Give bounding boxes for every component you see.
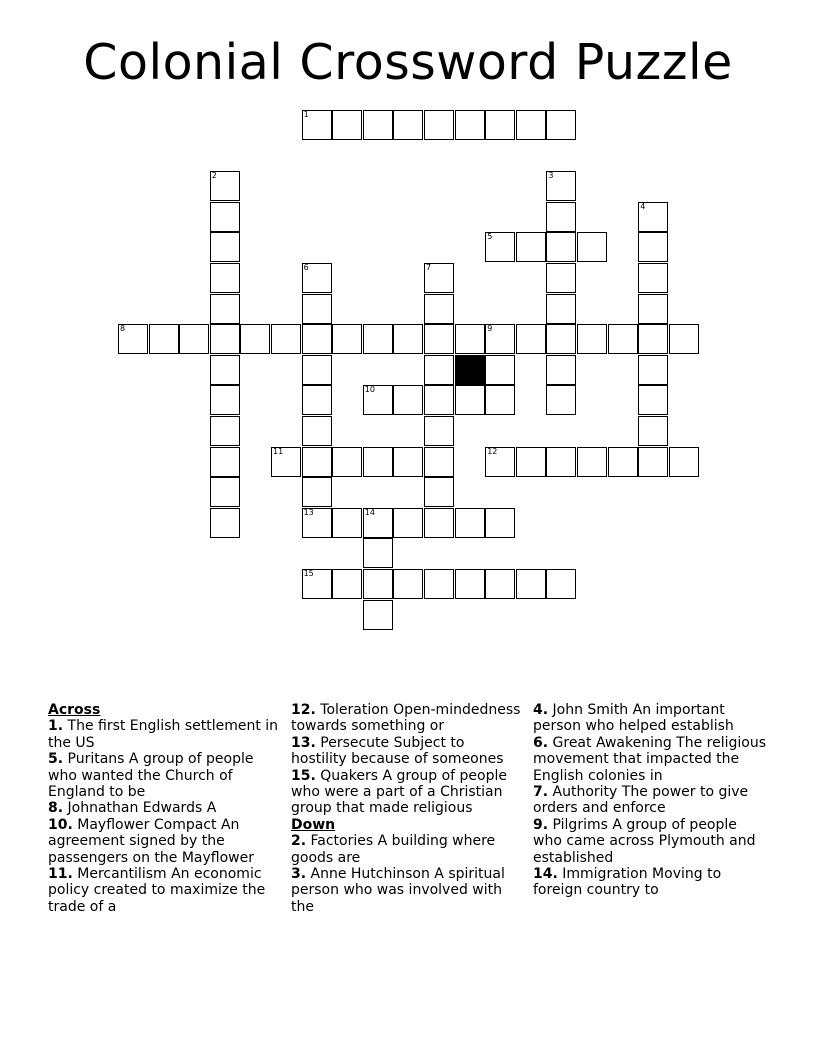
clue-number: 1. [48, 718, 64, 735]
grid-cell[interactable] [485, 508, 515, 538]
grid-cell[interactable] [332, 110, 362, 140]
grid-cell[interactable] [546, 294, 576, 324]
cell-number: 12 [487, 446, 498, 456]
across-heading: Across [48, 702, 101, 718]
clue-text: Mayflower Compact An agreement signed by the passengers on the Mayflower [48, 816, 255, 866]
clue-number: 13. [291, 734, 316, 751]
clue-down-3 [291, 866, 521, 915]
grid-cell[interactable] [546, 202, 576, 232]
grid-cell[interactable] [393, 324, 423, 354]
clue-across-11 [48, 866, 280, 915]
clue-number: 12. [291, 702, 316, 718]
grid-cell[interactable] [210, 508, 240, 538]
grid-cell[interactable] [424, 294, 454, 324]
grid-cell[interactable] [424, 385, 454, 415]
cell-number: 14 [364, 507, 375, 517]
grid-cell[interactable] [424, 324, 454, 354]
grid-cell[interactable] [485, 385, 515, 415]
clue-across-8 [48, 800, 280, 816]
grid-cell[interactable] [302, 569, 332, 599]
clue-number: 5. [48, 751, 64, 768]
clue-across-1 [48, 718, 280, 751]
clue-text: Authority The power to give orders and enforce [533, 784, 749, 817]
grid-cell[interactable] [485, 569, 515, 599]
grid-cell[interactable] [546, 232, 576, 262]
grid-cell[interactable] [424, 508, 454, 538]
clue-text: John Smith An important person who helped establish [533, 702, 734, 735]
grid-cell[interactable] [332, 569, 362, 599]
clue-number: 10. [48, 816, 73, 833]
grid-cell[interactable] [455, 385, 485, 415]
grid-cell[interactable] [332, 324, 362, 354]
cell-number: 13 [303, 507, 314, 517]
grid-cell[interactable] [210, 355, 240, 385]
grid-cell[interactable] [608, 447, 638, 477]
grid-cell[interactable] [485, 324, 515, 354]
grid-cell[interactable] [302, 110, 332, 140]
clue-across-5 [48, 751, 280, 800]
grid-cell[interactable] [302, 294, 332, 324]
grid-cell[interactable] [302, 508, 332, 538]
cell-number: 2 [211, 171, 217, 181]
grid-cell[interactable] [393, 508, 423, 538]
clue-text: Anne Hutchinson A spiritual person who was involved with the [291, 866, 505, 915]
clue-number: 11. [48, 866, 73, 883]
grid-cell[interactable] [210, 263, 240, 293]
grid-cell[interactable] [546, 110, 576, 140]
clue-number: 8. [48, 800, 64, 817]
cell-number: 1 [303, 110, 309, 119]
grid-cell[interactable] [210, 171, 240, 201]
cell-number: 8 [120, 324, 126, 334]
clue-text: Immigration Moving to foreign country to [533, 866, 722, 899]
grid-cell[interactable] [424, 416, 454, 446]
grid-cell[interactable] [638, 232, 668, 262]
grid-cell[interactable] [608, 324, 638, 354]
grid-cell[interactable] [302, 385, 332, 415]
grid-cell[interactable] [210, 477, 240, 507]
clues-column-1 [48, 702, 280, 915]
grid-cell[interactable] [302, 263, 332, 293]
clue-number: 3. [291, 866, 307, 883]
grid-cell[interactable] [363, 110, 393, 140]
grid-cell[interactable] [210, 294, 240, 324]
grid-cell[interactable] [424, 263, 454, 293]
cell-number: 15 [303, 569, 314, 578]
clue-text: Toleration Open-mindedness towards something or [291, 702, 521, 735]
clue-number: 2. [291, 833, 307, 850]
grid-cell[interactable] [455, 508, 485, 538]
grid-cell[interactable] [424, 477, 454, 507]
grid-cell[interactable] [546, 355, 576, 385]
clue-number: 9. [533, 816, 549, 833]
grid-cell[interactable] [302, 447, 332, 477]
grid-cell[interactable] [638, 324, 668, 354]
grid-cell[interactable] [302, 355, 332, 385]
grid-cell[interactable] [393, 447, 423, 477]
clue-number: 7. [533, 784, 549, 801]
grid-cell[interactable] [546, 569, 576, 599]
grid-cell[interactable] [516, 110, 546, 140]
grid-cell[interactable] [271, 324, 301, 354]
cell-number: 3 [548, 171, 554, 181]
grid-cell[interactable] [516, 232, 546, 262]
grid-cell[interactable] [393, 110, 423, 140]
clue-across-13 [291, 735, 521, 768]
grid-cell[interactable] [210, 324, 240, 354]
cell-number: 6 [303, 263, 309, 272]
grid-cell[interactable] [669, 324, 699, 354]
grid-cell[interactable] [516, 324, 546, 354]
grid-cell[interactable] [179, 324, 209, 354]
cell-number: 5 [487, 232, 493, 242]
grid-cell[interactable] [638, 202, 668, 232]
grid-cell[interactable] [669, 447, 699, 477]
grid-cell[interactable] [118, 324, 148, 354]
cell-number: 11 [273, 446, 284, 456]
grid-cell[interactable] [516, 569, 546, 599]
grid-cell[interactable] [424, 110, 454, 140]
grid-cell[interactable] [363, 569, 393, 599]
clue-down-4 [533, 702, 769, 735]
grid-cell[interactable] [210, 232, 240, 262]
clue-text: Mercantilism An economic policy created to maximize the trade of a [48, 866, 266, 915]
grid-cell[interactable] [577, 324, 607, 354]
clue-text: Persecute Subject to hostility because of someones [291, 734, 504, 768]
clue-down-7 [533, 784, 769, 817]
grid-cell[interactable] [424, 569, 454, 599]
clue-down-14 [533, 866, 769, 899]
grid-cell[interactable] [485, 110, 515, 140]
clue-number: 15. [291, 767, 316, 784]
grid-cell[interactable] [638, 263, 668, 293]
grid-cell[interactable] [149, 324, 179, 354]
black-square [455, 355, 485, 385]
grid-cell[interactable] [638, 447, 668, 477]
grid-cell[interactable] [393, 569, 423, 599]
grid-cell[interactable] [546, 385, 576, 415]
grid-cell[interactable] [455, 110, 485, 140]
clue-across-12 [291, 702, 521, 735]
cell-number: 10 [364, 385, 375, 395]
cell-number: 9 [487, 324, 493, 334]
clue-text: Great Awakening The religious movement that impacted the English colonies in [533, 734, 767, 784]
grid-cell[interactable] [210, 202, 240, 232]
grid-cell[interactable] [485, 447, 515, 477]
grid-cell[interactable] [332, 508, 362, 538]
grid-cell[interactable] [638, 294, 668, 324]
grid-cell[interactable] [363, 447, 393, 477]
grid-cell[interactable] [363, 600, 393, 630]
clue-text: Factories A building where goods are [291, 833, 496, 866]
grid-cell[interactable] [271, 447, 301, 477]
clue-across-10 [48, 817, 280, 866]
grid-cell[interactable] [638, 416, 668, 446]
grid-cell[interactable] [210, 416, 240, 446]
grid-cell[interactable] [302, 324, 332, 354]
clue-number: 6. [533, 734, 549, 751]
grid-cell[interactable] [302, 477, 332, 507]
grid-cell[interactable] [363, 538, 393, 568]
grid-cell[interactable] [363, 385, 393, 415]
grid-cell[interactable] [485, 355, 515, 385]
clue-down-2 [291, 833, 521, 866]
grid-cell[interactable] [210, 447, 240, 477]
clue-text: The first English settlement in the US [48, 718, 279, 751]
grid-cell[interactable] [638, 355, 668, 385]
grid-cell[interactable] [332, 447, 362, 477]
clue-across-15 [291, 768, 521, 817]
grid-cell[interactable] [393, 385, 423, 415]
grid-cell[interactable] [363, 324, 393, 354]
page-title: Colonial Crossword Puzzle [83, 34, 733, 91]
grid-cell[interactable] [546, 263, 576, 293]
down-heading: Down [291, 816, 336, 833]
clue-down-9 [533, 817, 769, 866]
clue-number: 4. [533, 702, 549, 718]
grid-cell[interactable] [210, 385, 240, 415]
grid-cell[interactable] [455, 569, 485, 599]
grid-cell[interactable] [638, 385, 668, 415]
grid-cell[interactable] [577, 232, 607, 262]
clue-number: 14. [533, 866, 558, 883]
grid-cell[interactable] [424, 447, 454, 477]
clue-text: Pilgrims A group of people who came across Plymouth and established [533, 816, 756, 866]
grid-cell[interactable] [424, 355, 454, 385]
grid-cell[interactable] [485, 232, 515, 262]
grid-cell[interactable] [546, 171, 576, 201]
clue-text: Quakers A group of people who were a part of a Christian group that made religious [291, 767, 507, 817]
grid-cell[interactable] [363, 508, 393, 538]
clue-text: Puritans A group of people who wanted the Church of England to be [48, 751, 254, 801]
cell-number: 4 [640, 201, 646, 211]
grid-cell[interactable] [302, 416, 332, 446]
clues-column-3 [533, 702, 769, 899]
grid-cell[interactable] [577, 447, 607, 477]
grid-cell[interactable] [240, 324, 270, 354]
grid-cell[interactable] [455, 324, 485, 354]
cell-number: 7 [426, 263, 432, 272]
grid-cell[interactable] [546, 447, 576, 477]
clues-column-2 [291, 702, 521, 915]
clue-text: Johnathan Edwards A [67, 800, 217, 817]
grid-cell[interactable] [546, 324, 576, 354]
clue-down-6 [533, 735, 769, 784]
grid-cell[interactable] [516, 447, 546, 477]
